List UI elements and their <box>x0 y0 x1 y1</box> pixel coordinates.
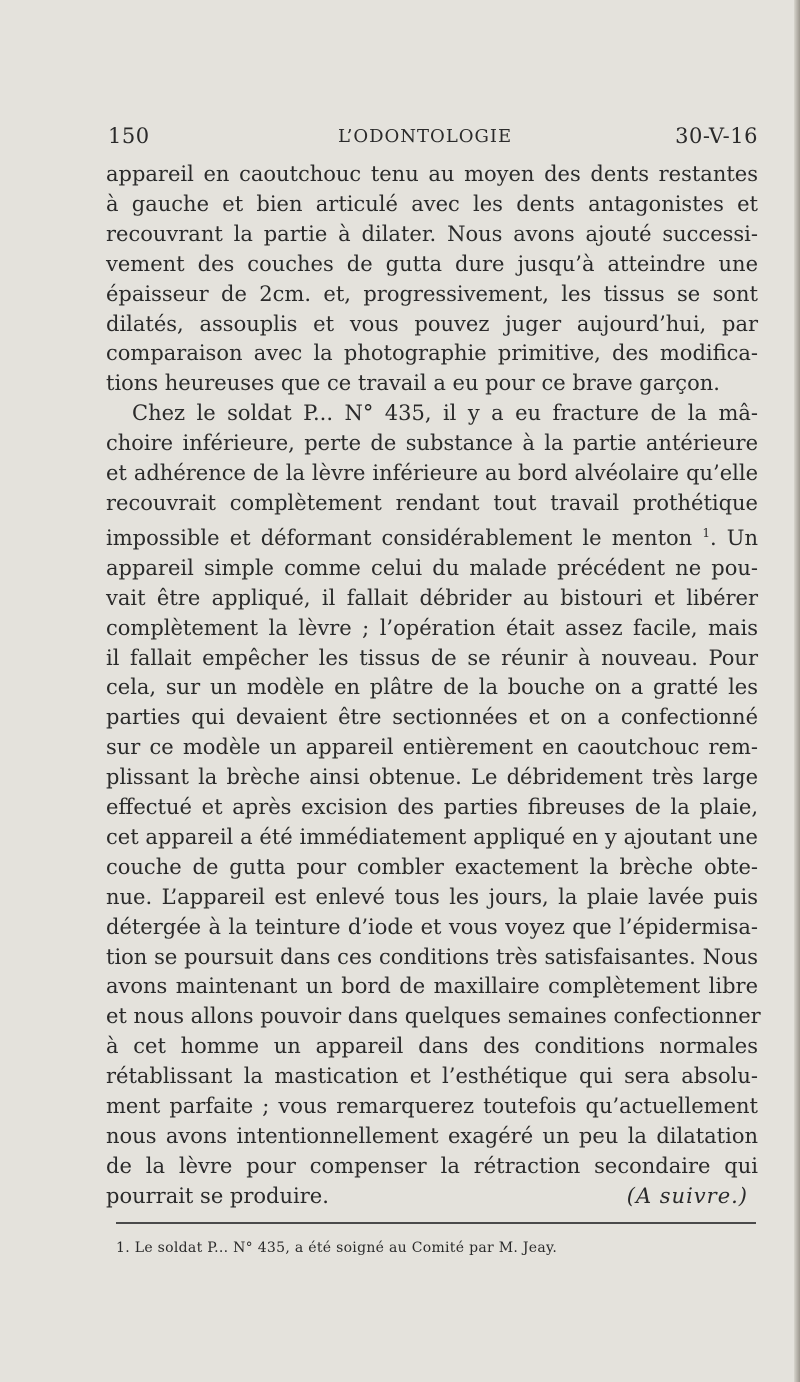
text-line: rétablissant la mastication et l’esthétique qui sera absolu- <box>106 1064 758 1089</box>
text-line: plissant la brèche ainsi obtenue. Le débridement très large <box>106 765 758 790</box>
running-header <box>108 124 758 154</box>
text-line: ment parfaite ; vous remarquerez toutefois qu’actuellement <box>106 1094 758 1119</box>
to-be-continued: (A suivre.) <box>626 1183 748 1208</box>
text-line: il fallait empêcher les tissus de se réunir à nouveau. Pour <box>106 645 758 670</box>
text-line: de la lèvre pour compenser la rétraction secondaire qui <box>106 1153 758 1178</box>
text-line: recouvrant la partie à dilater. Nous avons ajouté successi- <box>106 221 758 246</box>
final-line <box>106 1182 758 1212</box>
journal-title: L’ODONTOLOGIE <box>338 126 513 147</box>
text-line: effectué et après excision des parties fibreuses de la plaie, <box>106 795 758 820</box>
text-segment: . Un <box>709 525 758 550</box>
text-line: épaisseur de 2cm. et, progressivement, les tissus se sont <box>106 281 758 306</box>
page-edge <box>794 0 800 1382</box>
footnote <box>116 1240 756 1256</box>
text-line: dilatés, assouplis et vous pouvez juger aujourd’hui, par <box>106 311 758 336</box>
text-line: Chez le soldat P... N° 435, il y a eu fracture de la mâ- <box>132 401 758 426</box>
text-line: vait être appliqué, il fallait débrider au bistouri et libérer <box>106 585 758 610</box>
text-line: et adhérence de la lèvre inférieure au bord alvéolaire qu’elle <box>106 461 758 486</box>
text-line: à cet homme un appareil dans des conditions normales <box>106 1034 758 1059</box>
text-line: sur ce modèle un appareil entièrement en caoutchouc rem- <box>106 735 758 760</box>
text-line: choire inférieure, perte de substance à la partie antérieure <box>106 431 758 456</box>
footnote-divider <box>116 1222 756 1224</box>
text-line: à gauche et bien articulé avec les dents antagonistes et <box>106 191 758 216</box>
text-line: pourrait se produire. <box>106 1183 329 1208</box>
text-line: nue. L’appareil est enlevé tous les jours, la plaie lavée puis <box>106 884 758 909</box>
issue-date: 30-V-16 <box>675 124 758 148</box>
text-line: cela, sur un modèle en plâtre de la bouche on a gratté les <box>106 675 758 700</box>
footnote-number: 1. <box>116 1240 130 1256</box>
text-line: comparaison avec la photographie primitive, des modifica- <box>106 341 758 366</box>
text-line: tions heureuses que ce travail a eu pour ce brave garçon. <box>106 371 720 396</box>
text-line: nous avons intentionnellement exagéré un peu la dilatation <box>106 1124 758 1148</box>
text-line: parties qui devaient être sectionnées et on a confectionné <box>106 705 758 730</box>
footnote-text: Le soldat P... N° 435, a été soigné au Comité par M. Jeay. <box>134 1240 558 1256</box>
text-line: détergée à la teinture d’iode et vous voyez que l’épidermisa- <box>106 914 758 939</box>
text-line: tion se poursuit dans ces conditions très satisfaisantes. Nous <box>106 944 758 969</box>
text-line: appareil simple comme celui du malade précédent ne pou- <box>106 555 758 580</box>
text-line: cet appareil a été immédiatement appliqué en y ajoutant une <box>106 824 758 849</box>
text-line: appareil en caoutchouc tenu au moyen des dents restantes <box>106 162 758 186</box>
text-line: vement des couches de gutta dure jusqu’à atteindre une <box>106 251 758 276</box>
footnote-reference[interactable]: 1 <box>702 525 710 540</box>
text-line: couche de gutta pour combler exactement la brèche obte- <box>106 854 758 879</box>
text-segment: impossible et déformant considérablement le menton <box>106 525 693 550</box>
text-line: recouvrait complètement rendant tout travail prothétique <box>106 490 758 515</box>
article-body <box>106 160 761 1212</box>
text-line: complètement la lèvre ; l’opération était assez facile, mais <box>106 615 758 640</box>
page-number: 150 <box>108 124 150 148</box>
text-line: et nous allons pouvoir dans quelques semaines confectionner <box>106 1004 761 1029</box>
text-line-with-footnote <box>106 519 758 554</box>
text-line: avons maintenant un bord de maxillaire complètement libre <box>106 974 758 999</box>
